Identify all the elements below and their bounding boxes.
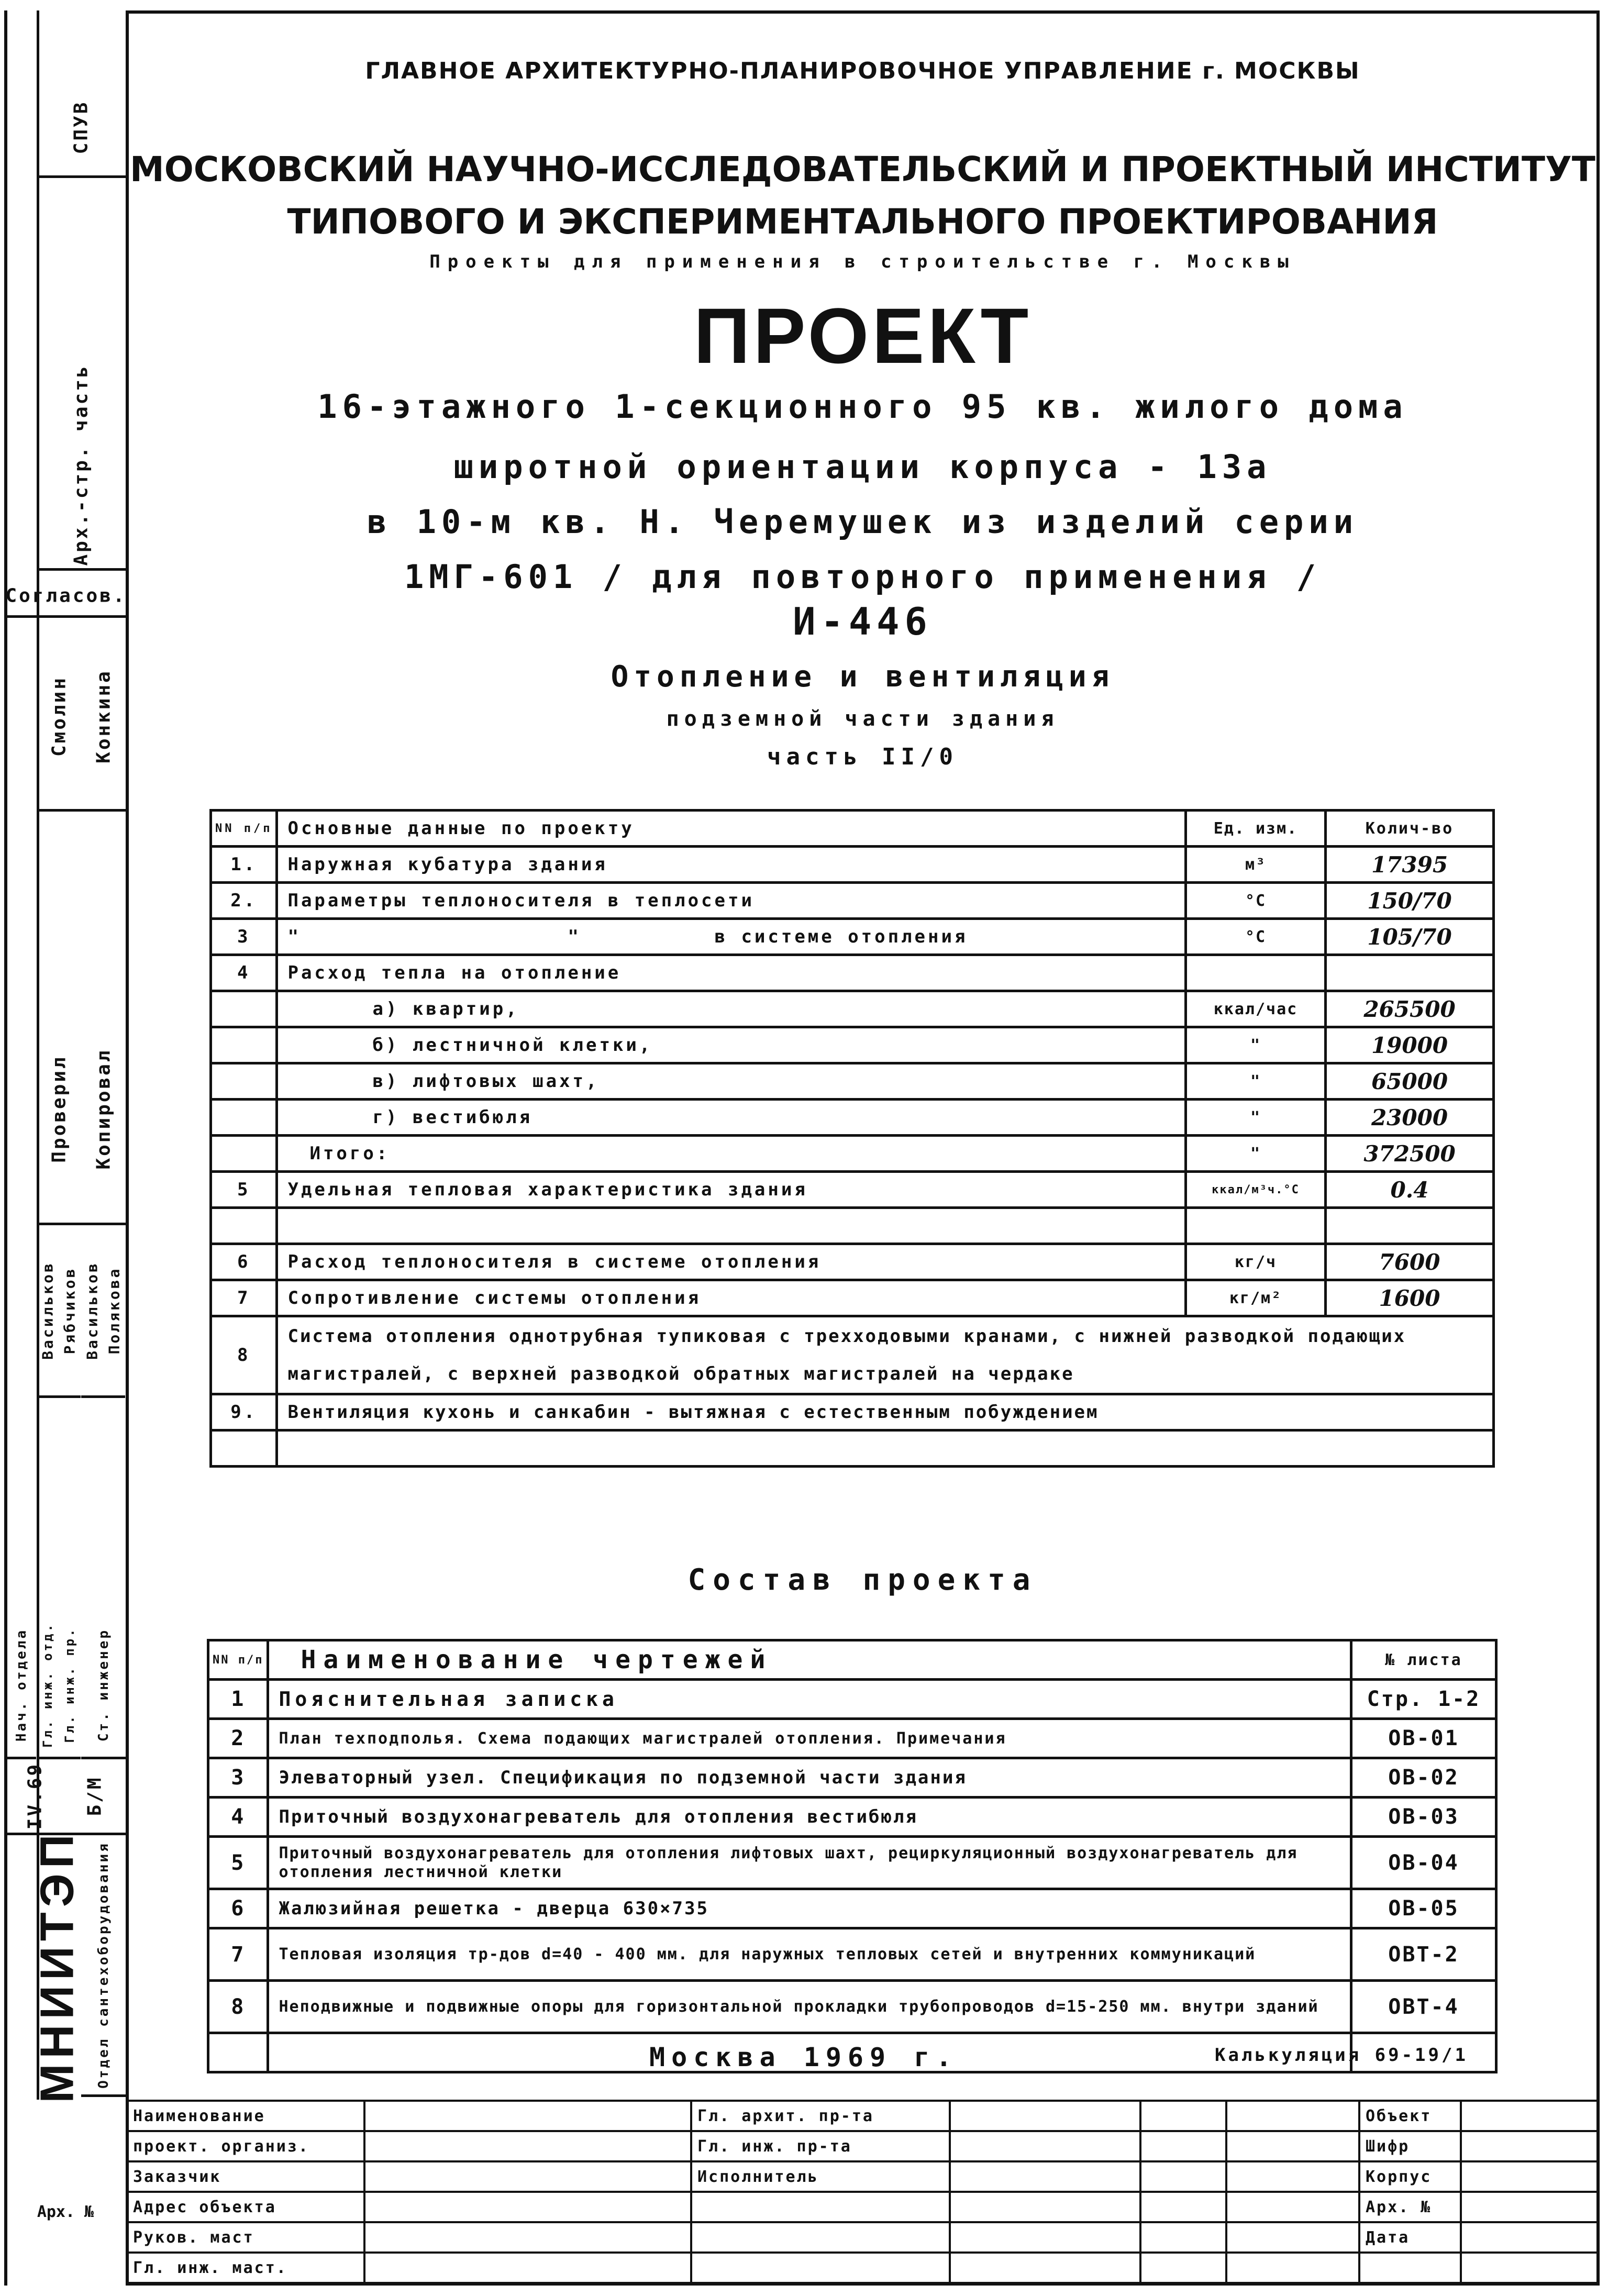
stamp-cell-empty bbox=[1461, 2161, 1599, 2192]
side-label: Смолин bbox=[48, 675, 70, 757]
side-label: Проверил bbox=[48, 1055, 70, 1163]
side-label: Гл. инж. пр. bbox=[62, 1626, 77, 1743]
row-sheet: ОВ-01 bbox=[1351, 1719, 1496, 1758]
row-sheet: ОВ-03 bbox=[1351, 1798, 1496, 1837]
row-num: 2. bbox=[211, 883, 277, 919]
row-sheet: ОВ-04 bbox=[1351, 1837, 1496, 1889]
stamp-cell-empty bbox=[1140, 2131, 1226, 2161]
row-9-text: Вентиляция кухонь и санкабин - вытяжная с естественным побуждением bbox=[277, 1394, 1494, 1430]
stamp-cell-empty bbox=[364, 2192, 691, 2222]
stamp-cell: Арх. № bbox=[1359, 2192, 1461, 2222]
table-header-row bbox=[208, 1640, 1496, 1680]
row-unit bbox=[1186, 955, 1326, 991]
stamp-cell-empty bbox=[1461, 2222, 1599, 2253]
stamp-cell: Гл. инж. маст. bbox=[127, 2253, 364, 2283]
side-cell-konkina bbox=[81, 623, 126, 812]
stamp-cell: Наименование bbox=[127, 2101, 364, 2131]
side-cell-smolin bbox=[37, 623, 81, 812]
col-unit-header: Ед. изм. bbox=[1186, 811, 1326, 847]
table-header-row bbox=[211, 811, 1494, 847]
title-line-1: 16-этажного 1-секционного 95 кв. жилого дома bbox=[317, 387, 1408, 426]
row-num: 3 bbox=[211, 919, 277, 955]
row-num bbox=[211, 1063, 277, 1100]
institute-line-1: МОСКОВСКИЙ НАУЧНО-ИССЛЕДОВАТЕЛЬСКИЙ И ПРОЕКТНЫЙ ИНСТИТУТ bbox=[130, 149, 1595, 190]
stamp-cell: Исполнитель bbox=[691, 2161, 950, 2192]
table-row bbox=[211, 1172, 1494, 1208]
row-name: а) квартир, bbox=[277, 991, 1186, 1027]
table-row bbox=[208, 1758, 1496, 1798]
stamp-cell-empty bbox=[1226, 2101, 1359, 2131]
table-row bbox=[211, 1244, 1494, 1280]
composition-table bbox=[207, 1639, 1498, 2073]
logo-text: МНИИТЭП bbox=[31, 1829, 84, 2103]
table-row-9 bbox=[211, 1394, 1494, 1430]
row-name: План техподполья. Схема подающих магистралей отопления. Примечания bbox=[268, 1719, 1351, 1758]
col-sheet-header: № листа bbox=[1351, 1640, 1496, 1680]
side-label: Рябчиков bbox=[61, 1267, 79, 1354]
document-type: ПРОЕКТ bbox=[693, 292, 1032, 380]
row-name: Сопротивление системы отопления bbox=[277, 1280, 1186, 1316]
subject-line-2: подземной части здания bbox=[666, 707, 1059, 731]
table-row bbox=[208, 1719, 1496, 1758]
table-row-8 bbox=[211, 1316, 1494, 1394]
stamp-cell-empty bbox=[691, 2253, 950, 2283]
row-num: 8 bbox=[208, 1981, 268, 2033]
row-unit: ккал/м³ч.°С bbox=[1186, 1172, 1326, 1208]
side-cell-bm bbox=[64, 1759, 126, 1835]
side-cell-arch bbox=[37, 361, 126, 571]
row-name: Приточный воздухонагреватель для отопления вестибюля bbox=[268, 1798, 1351, 1837]
row-name: Жалюзийная решетка - дверца 630×735 bbox=[268, 1889, 1351, 1928]
side-label: Конкина bbox=[93, 669, 114, 763]
side-label: Полякова bbox=[105, 1267, 123, 1354]
side-label: Васильков bbox=[39, 1261, 57, 1360]
row-name: в) лифтовых шахт, bbox=[277, 1063, 1186, 1100]
stamp-cell-empty bbox=[1359, 2253, 1461, 2283]
side-cell-name4 bbox=[103, 1225, 125, 1398]
row-name: Параметры теплоносителя в теплосети bbox=[277, 883, 1186, 919]
stamp-row bbox=[127, 2161, 1599, 2192]
row-name: г) вестибюля bbox=[277, 1100, 1186, 1136]
stamp-row bbox=[127, 2222, 1599, 2253]
table-row bbox=[211, 883, 1494, 919]
row-sheet: ОВ-02 bbox=[1351, 1758, 1496, 1798]
stamp-row bbox=[127, 2192, 1599, 2222]
row-num-empty bbox=[208, 2033, 268, 2072]
side-cell-name1 bbox=[37, 1225, 59, 1398]
row-name: Наружная кубатура здания bbox=[277, 847, 1186, 883]
project-data-table bbox=[209, 809, 1495, 1468]
composition-title: Состав проекта bbox=[687, 1563, 1038, 1597]
side-label: СПУВ bbox=[70, 100, 92, 154]
title-line-3: в 10-м кв. Н. Черемушек из изделий серии bbox=[367, 503, 1359, 541]
row-num: 2 bbox=[208, 1719, 268, 1758]
stamp-row bbox=[127, 2131, 1599, 2161]
table-row bbox=[208, 1928, 1496, 1981]
stamp-cell: Гл. архит. пр-та bbox=[691, 2101, 950, 2131]
row-num: 1. bbox=[211, 847, 277, 883]
stamp-cell-empty bbox=[691, 2192, 950, 2222]
stamp-cell-empty bbox=[1140, 2192, 1226, 2222]
side-cell-name2 bbox=[59, 1225, 81, 1398]
side-label: Нач. отдела bbox=[13, 1628, 29, 1742]
table-row-empty bbox=[211, 1430, 1494, 1467]
row-unit: кг/м² bbox=[1186, 1280, 1326, 1316]
stamp-cell-empty bbox=[1140, 2101, 1226, 2131]
row-name: Расход теплоносителя в системе отопления bbox=[277, 1244, 1186, 1280]
row-name: Расход тепла на отопление bbox=[277, 955, 1186, 991]
stamp-cell-empty bbox=[1226, 2161, 1359, 2192]
stamp-cell: Гл. инж. пр-та bbox=[691, 2131, 950, 2161]
row-name: Элеваторный узел. Спецификация по подземной части здания bbox=[268, 1758, 1351, 1798]
stamp-cell-empty bbox=[1226, 2131, 1359, 2161]
stamp-cell-empty bbox=[950, 2101, 1140, 2131]
row-name: Неподвижные и подвижные опоры для горизонтальной прокладки трубопроводов d=15-250 мм. внутри зданий bbox=[268, 1981, 1351, 2033]
institute-line-2: ТИПОВОГО И ЭКСПЕРИМЕНТАЛЬНОГО ПРОЕКТИРОВАНИЯ bbox=[287, 202, 1438, 242]
row-name: Удельная тепловая характеристика здания bbox=[277, 1172, 1186, 1208]
table-row bbox=[208, 1837, 1496, 1889]
row-unit: м³ bbox=[1186, 847, 1326, 883]
row-num bbox=[211, 991, 277, 1027]
row-unit: " bbox=[1186, 1027, 1326, 1063]
stamp-cell-empty bbox=[950, 2253, 1140, 2283]
stamp-cell-empty bbox=[1140, 2222, 1226, 2253]
side-cell-copied bbox=[81, 995, 126, 1225]
city-year: Москва 1969 г. bbox=[649, 2042, 958, 2072]
table-row bbox=[211, 919, 1494, 955]
subject-line-1: Отопление и вентиляция bbox=[611, 660, 1115, 694]
row-num bbox=[211, 1208, 277, 1244]
stamp-cell-empty bbox=[950, 2131, 1140, 2161]
stamp-cell-empty bbox=[364, 2222, 691, 2253]
row-num: 3 bbox=[208, 1758, 268, 1798]
stamp-row bbox=[127, 2253, 1599, 2283]
stamp-cell-empty bbox=[364, 2131, 691, 2161]
side-label: Б/М bbox=[84, 1776, 106, 1816]
table-row bbox=[211, 847, 1494, 883]
row-num bbox=[211, 1027, 277, 1063]
side-label: Гл. инж. отд. bbox=[40, 1622, 55, 1748]
row-unit: °С bbox=[1186, 883, 1326, 919]
ministry-title: ГЛАВНОЕ АРХИТЕКТУРНО-ПЛАНИРОВОЧНОЕ УПРАВЛЕНИЕ г. МОСКВЫ bbox=[365, 58, 1360, 84]
stamp-cell-empty bbox=[364, 2101, 691, 2131]
row-num: 5 bbox=[208, 1837, 268, 1889]
row-qty: 7600 bbox=[1326, 1244, 1494, 1280]
archive-number-label: Арх. № bbox=[37, 2203, 94, 2221]
stamp-cell: Объект bbox=[1359, 2101, 1461, 2131]
stamp-cell: проект. организ. bbox=[127, 2131, 364, 2161]
row-qty: 23000 bbox=[1326, 1100, 1494, 1136]
row-num: 6 bbox=[208, 1889, 268, 1928]
subject-line-3: часть II/0 bbox=[767, 744, 958, 770]
project-code: И-446 bbox=[793, 600, 933, 644]
stamp-cell-empty bbox=[1461, 2101, 1599, 2131]
row-unit bbox=[1186, 1208, 1326, 1244]
side-divider bbox=[37, 10, 39, 2100]
stamp-cell-empty bbox=[1461, 2253, 1599, 2283]
calculation-number: Калькуляция 69-19/1 bbox=[1215, 2045, 1468, 2066]
purpose-line: Проекты для применения в строительстве г. Москвы bbox=[429, 251, 1296, 272]
side-cell-chief-dep bbox=[37, 1613, 59, 1759]
row-sheet: ОВТ-4 bbox=[1351, 1981, 1496, 2033]
row-unit: °С bbox=[1186, 919, 1326, 955]
table-row bbox=[211, 1136, 1494, 1172]
table-row bbox=[211, 1063, 1494, 1100]
table-row bbox=[208, 1680, 1496, 1719]
side-label: Ст. инженер bbox=[95, 1628, 112, 1742]
stamp-cell-empty bbox=[950, 2192, 1140, 2222]
side-cell-date bbox=[6, 1759, 64, 1835]
stamp-cell: Руков. маст bbox=[127, 2222, 364, 2253]
side-cell-name3 bbox=[81, 1225, 103, 1398]
table-row bbox=[208, 1798, 1496, 1837]
stamp-cell: Адрес объекта bbox=[127, 2192, 364, 2222]
stamp-cell-empty bbox=[1461, 2131, 1599, 2161]
stamp-cell-empty bbox=[950, 2161, 1140, 2192]
institute-logo bbox=[10, 1829, 105, 2103]
stamp-cell-empty bbox=[1140, 2253, 1226, 2283]
row-qty bbox=[1326, 955, 1494, 991]
stamp-cell-empty bbox=[364, 2161, 691, 2192]
side-label: Арх.-стр. часть bbox=[70, 363, 92, 566]
stamp-cell-empty bbox=[950, 2222, 1140, 2253]
row-qty: 265500 bbox=[1326, 991, 1494, 1027]
row-num: 1 bbox=[208, 1680, 268, 1719]
side-cell-head bbox=[6, 1613, 36, 1759]
row-unit: " bbox=[1186, 1136, 1326, 1172]
row-qty bbox=[1326, 1208, 1494, 1244]
row-qty: 150/70 bbox=[1326, 883, 1494, 919]
table-row bbox=[208, 1981, 1496, 2033]
stamp-cell-empty bbox=[364, 2253, 691, 2283]
side-label: Отдел сантехоборудования bbox=[95, 1841, 112, 2089]
row-num: 4 bbox=[211, 955, 277, 991]
row-8-text: Система отопления однотрубная тупиковая с трехходовыми кранами, с нижней разводкой подающих магистралей, с верхней разводкой обратных магистралей на чердаке bbox=[277, 1316, 1494, 1394]
row-num bbox=[211, 1136, 277, 1172]
stamp-cell: Дата bbox=[1359, 2222, 1461, 2253]
row-num: 7 bbox=[211, 1280, 277, 1316]
stamp-cell-empty bbox=[1226, 2192, 1359, 2222]
row-name: " " в системе отопления bbox=[277, 919, 1186, 955]
row-qty: 372500 bbox=[1326, 1136, 1494, 1172]
col-qty-header: Колич-во bbox=[1326, 811, 1494, 847]
row-qty: 19000 bbox=[1326, 1027, 1494, 1063]
row-unit: " bbox=[1186, 1063, 1326, 1100]
row-empty bbox=[277, 1430, 1494, 1467]
side-label: Согласов. bbox=[5, 585, 127, 606]
table-row bbox=[211, 1280, 1494, 1316]
row-num: 7 bbox=[208, 1928, 268, 1981]
row-num bbox=[211, 1100, 277, 1136]
row-unit: кг/ч bbox=[1186, 1244, 1326, 1280]
row-qty: 1600 bbox=[1326, 1280, 1494, 1316]
table-row bbox=[211, 955, 1494, 991]
row-num-empty bbox=[211, 1430, 277, 1467]
col-name-header: Наименование чертежей bbox=[268, 1640, 1351, 1680]
row-name bbox=[277, 1208, 1186, 1244]
title-line-4: 1МГ-601 / для повторного применения / bbox=[404, 558, 1322, 596]
side-label: Копировал bbox=[93, 1048, 114, 1170]
row-qty: 0.4 bbox=[1326, 1172, 1494, 1208]
row-unit: " bbox=[1186, 1100, 1326, 1136]
side-cell-chief-proj bbox=[59, 1613, 81, 1759]
row-sheet: Стр. 1-2 bbox=[1351, 1680, 1496, 1719]
stamp-cell-empty bbox=[1226, 2253, 1359, 2283]
row-name: Приточный воздухонагреватель для отопления лифтовых шахт, рециркуляционный воздухонагреватель для отопления лестничной клетки bbox=[268, 1837, 1351, 1889]
row-num: 4 bbox=[208, 1798, 268, 1837]
side-cell-checked bbox=[37, 995, 81, 1225]
table-row bbox=[211, 1100, 1494, 1136]
side-title-strip bbox=[0, 0, 126, 2296]
side-cell-engineer bbox=[81, 1613, 126, 1759]
col-num-header: NN п/п bbox=[208, 1640, 268, 1680]
row-sheet: ОВ-05 bbox=[1351, 1889, 1496, 1928]
stamp-cell-empty bbox=[1461, 2192, 1599, 2222]
side-cell-agreed bbox=[6, 576, 126, 618]
table-row bbox=[211, 1208, 1494, 1244]
stamp-cell-empty bbox=[691, 2222, 950, 2253]
row-num: 8 bbox=[211, 1316, 277, 1394]
row-num: 6 bbox=[211, 1244, 277, 1280]
row-qty: 65000 bbox=[1326, 1063, 1494, 1100]
row-name: Пояснительная записка bbox=[268, 1680, 1351, 1719]
row-num: 9. bbox=[211, 1394, 277, 1430]
stamp-row bbox=[127, 2101, 1599, 2131]
row-name: Итого: bbox=[277, 1136, 1186, 1172]
row-name: б) лестничной клетки, bbox=[277, 1027, 1186, 1063]
row-name: Тепловая изоляция тр-дов d=40 - 400 мм. для наружных тепловых сетей и внутренних коммуникаций bbox=[268, 1928, 1351, 1981]
stamp-cell-empty bbox=[1140, 2161, 1226, 2192]
stamp-cell-empty bbox=[1226, 2222, 1359, 2253]
title-stamp bbox=[126, 2100, 1600, 2284]
row-qty: 105/70 bbox=[1326, 919, 1494, 955]
side-label: Васильков bbox=[83, 1261, 101, 1360]
side-cell-spuv bbox=[37, 79, 126, 178]
stamp-cell: Шифр bbox=[1359, 2131, 1461, 2161]
title-line-2: широтной ориентации корпуса - 13а bbox=[453, 448, 1272, 486]
table-row bbox=[211, 991, 1494, 1027]
row-qty: 17395 bbox=[1326, 847, 1494, 883]
row-sheet: ОВТ-2 bbox=[1351, 1928, 1496, 1981]
table-row bbox=[208, 1889, 1496, 1928]
row-unit: ккал/час bbox=[1186, 991, 1326, 1027]
stamp-cell: Корпус bbox=[1359, 2161, 1461, 2192]
table-row bbox=[211, 1027, 1494, 1063]
col-name-header: Основные данные по проекту bbox=[277, 811, 1186, 847]
row-num: 5 bbox=[211, 1172, 277, 1208]
stamp-cell: Заказчик bbox=[127, 2161, 364, 2192]
side-label: IV.69 bbox=[24, 1762, 46, 1830]
col-num-header: NN п/п bbox=[211, 811, 277, 847]
